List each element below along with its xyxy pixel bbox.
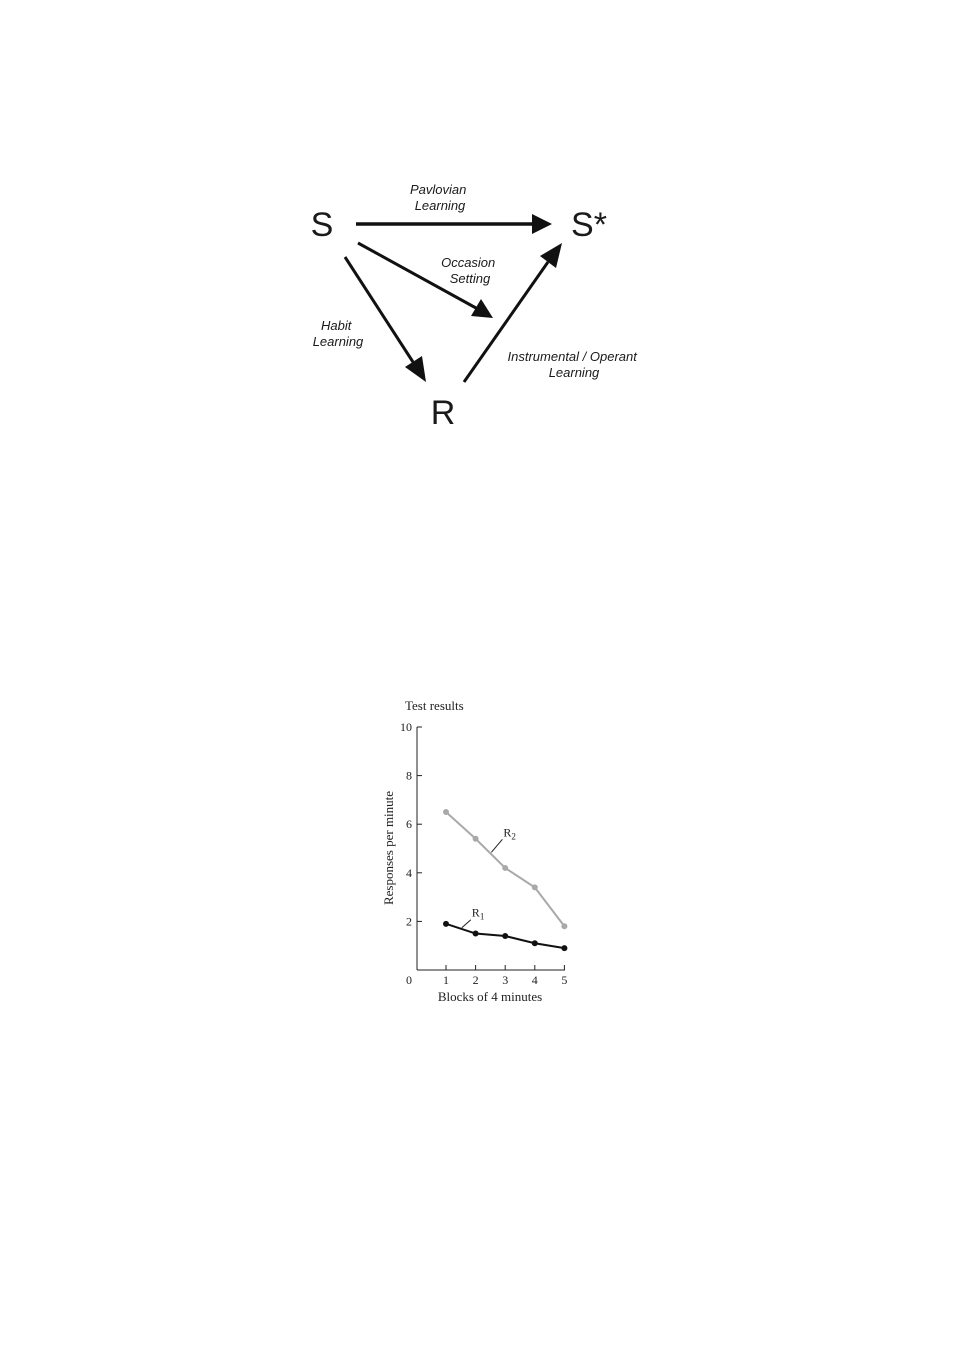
- x-tick-label-1: 1: [443, 973, 449, 987]
- series-label-r2: $R_2$: [503, 825, 516, 842]
- data-point-r1-3: [502, 933, 508, 939]
- data-point-r2-4: [532, 884, 538, 890]
- label-habit-line1: Habit: [321, 318, 352, 333]
- data-point-r2-3: [502, 865, 508, 871]
- y-tick-label-8: 8: [406, 768, 412, 783]
- label-habit-line2: Learning: [312, 334, 364, 349]
- chart-title: Test results: [405, 698, 464, 713]
- node-s: S: [310, 206, 334, 244]
- y-axis: [400, 720, 422, 970]
- label-instrumental-line1: Instrumental / Operant: [507, 349, 637, 364]
- y-tick-label-2: 2: [406, 914, 412, 929]
- origin-label: 0: [406, 973, 412, 987]
- data-point-r2-5: [561, 923, 567, 929]
- series-r2: [443, 809, 567, 929]
- data-point-r1-1: [443, 921, 449, 927]
- data-point-r2-2: [473, 836, 479, 842]
- y-tick-label-10: 10: [400, 720, 412, 734]
- data-point-r1-4: [532, 940, 538, 946]
- series-label-leader-r1: [462, 920, 471, 928]
- node-r: R: [430, 394, 456, 432]
- x-tick-label-5: 5: [561, 973, 568, 987]
- data-point-r1-2: [473, 931, 479, 937]
- x-tick-label-3: 3: [502, 973, 509, 987]
- label-pavlovian-line1: Pavlovian: [410, 182, 467, 197]
- y-tick-label-6: 6: [406, 817, 412, 832]
- x-tick-label-4: 4: [531, 973, 538, 987]
- label-occasion-line2: Setting: [449, 271, 491, 286]
- x-axis: [406, 965, 567, 987]
- label-occasion-line1: Occasion: [441, 255, 496, 270]
- data-point-r1-5: [561, 945, 567, 951]
- label-pavlovian-line2: Learning: [414, 198, 466, 213]
- x-axis-label: Blocks of 4 minutes: [437, 989, 543, 1004]
- label-instrumental-line2: Learning: [548, 365, 600, 380]
- series-label-leader-r2: [491, 839, 502, 852]
- y-axis-label: Responses per minute: [381, 790, 396, 906]
- y-tick-label-4: 4: [406, 865, 412, 880]
- x-tick-label-2: 2: [472, 973, 479, 987]
- node-s-star: S*: [571, 206, 607, 244]
- series-r1: [443, 906, 567, 951]
- series-layer: [443, 809, 567, 951]
- series-label-r1: $R_1$: [471, 905, 485, 922]
- data-point-r2-1: [443, 809, 449, 815]
